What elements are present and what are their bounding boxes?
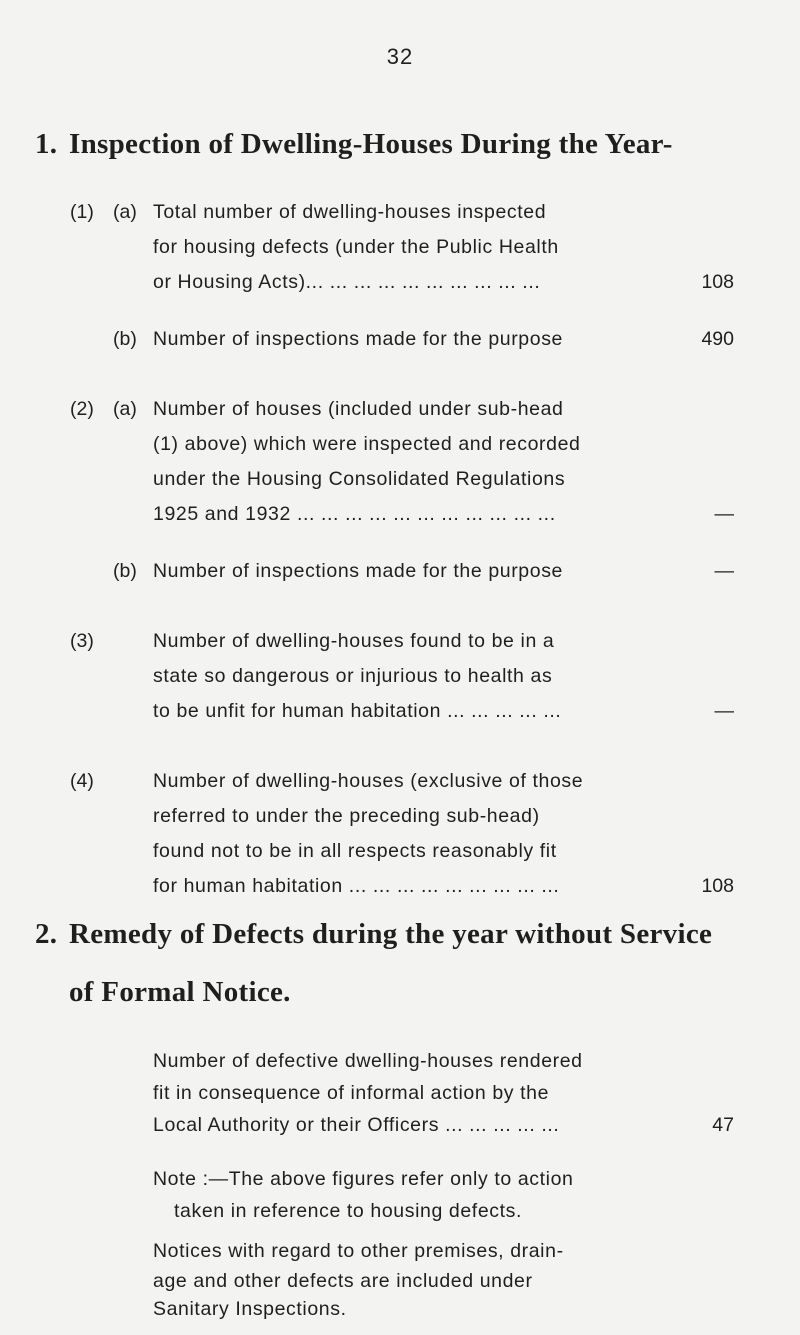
- notices-line: Notices with regard to other premises, drain-: [153, 1240, 564, 1262]
- item-1b-line: Number of inspections made for the purpose: [153, 328, 563, 350]
- item-2a-value: —: [714, 503, 734, 525]
- item-2a-line: under the Housing Consolidated Regulations: [153, 468, 566, 490]
- note-line: taken in reference to housing defects.: [174, 1200, 523, 1222]
- note-line: Note :—The above figures refer only to action: [153, 1168, 574, 1190]
- section-2-number: 2.: [35, 918, 58, 950]
- item-3-label: (3): [70, 630, 94, 652]
- section-1-title: Inspection of Dwelling-Houses During the Year-: [69, 128, 673, 160]
- section-2-heading-cont: of Formal Notice.: [69, 976, 291, 1008]
- item-4-line: found not to be in all respects reasonably fit: [153, 840, 557, 862]
- item-1a-line: for housing defects (under the Public Health: [153, 236, 559, 258]
- item-2a-line: (1) above) which were inspected and recorded: [153, 433, 581, 455]
- item-1-label: (1): [70, 201, 94, 223]
- item-2b-label: (b): [113, 560, 137, 582]
- remedy-line: Number of defective dwelling-houses rendered: [153, 1050, 583, 1072]
- item-3-line: Number of dwelling-houses found to be in a: [153, 630, 555, 652]
- remedy-line: fit in consequence of informal action by the: [153, 1082, 550, 1104]
- item-2b-line: Number of inspections made for the purpose: [153, 560, 563, 582]
- item-2a-label: (a): [113, 398, 137, 420]
- item-1a-label: (a): [113, 201, 137, 223]
- remedy-line: Local Authority or their Officers ... ... ... ... ...: [153, 1114, 560, 1136]
- item-2a-line: 1925 and 1932 ... ... ... ... ... ... ... ... ... ... ...: [153, 503, 556, 525]
- item-2a-line: Number of houses (included under sub-head: [153, 398, 564, 420]
- item-2b-value: —: [714, 560, 734, 582]
- item-4-line: referred to under the preceding sub-head): [153, 805, 540, 827]
- item-4-value: 108: [701, 875, 734, 897]
- item-1b-label: (b): [113, 328, 137, 350]
- item-4-line: Number of dwelling-houses (exclusive of those: [153, 770, 584, 792]
- item-1a-line: or Housing Acts)... ... ... ... ... ... ... ... ... ...: [153, 271, 541, 293]
- notices-line: age and other defects are included under: [153, 1270, 533, 1292]
- item-3-line: state so dangerous or injurious to health as: [153, 665, 553, 687]
- section-1-heading: [35, 128, 673, 161]
- item-1a-value: 108: [701, 271, 734, 293]
- item-3-line: to be unfit for human habitation ... ... ... ... ...: [153, 700, 562, 722]
- item-4-line: for human habitation ... ... ... ... ... ... ... ... ...: [153, 875, 560, 897]
- item-2-label: (2): [70, 398, 94, 420]
- item-3-value: —: [714, 700, 734, 722]
- item-4-label: (4): [70, 770, 94, 792]
- page-number: 32: [386, 44, 414, 69]
- item-1a-line: Total number of dwelling-houses inspected: [153, 201, 547, 223]
- remedy-value: 47: [712, 1114, 734, 1136]
- section-2-heading: [35, 918, 712, 951]
- section-1-number: 1.: [35, 128, 58, 160]
- section-2-title: Remedy of Defects during the year without Service: [69, 918, 713, 950]
- notices-line: Sanitary Inspections.: [153, 1298, 347, 1320]
- item-1b-value: 490: [701, 328, 734, 350]
